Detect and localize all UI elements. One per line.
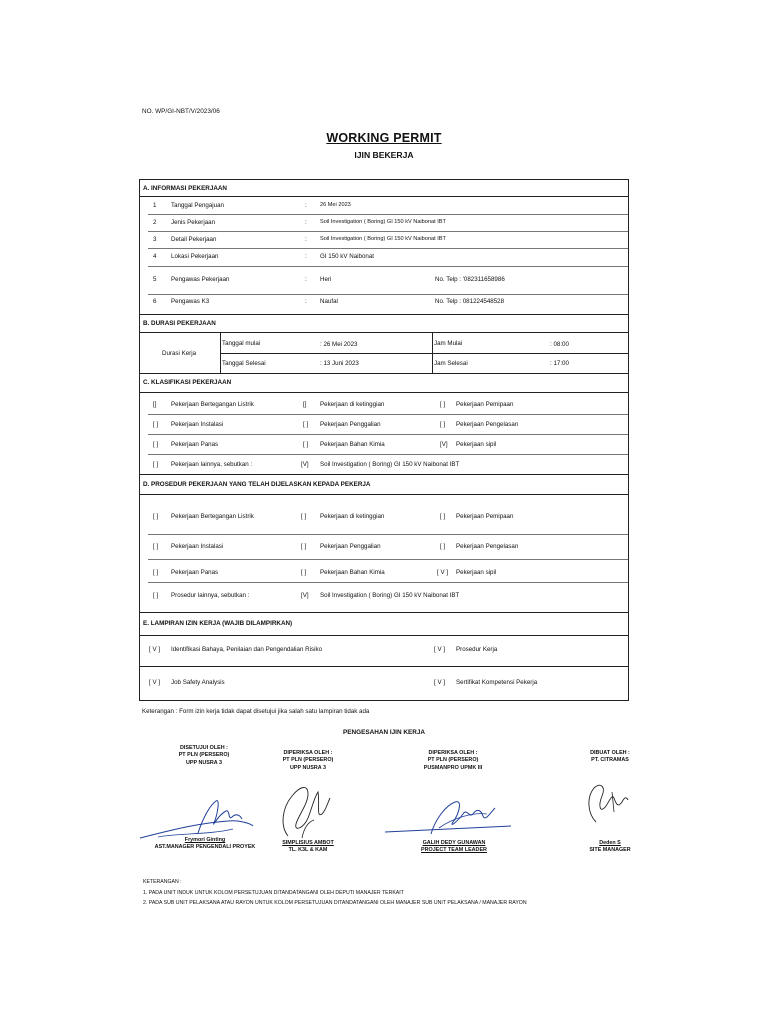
attachment-label: Job Safety Analysis (171, 679, 225, 686)
divider (148, 214, 628, 215)
option-label: Pekerjaan Instalasi (171, 421, 224, 428)
option-label: Pekerjaan sipil (456, 441, 497, 448)
section-e-heading: E. LAMPIRAN IZIN KERJA (WAJIB DILAMPIRKAN) (140, 612, 628, 636)
end-time-label: Jam Selesai (434, 360, 468, 367)
divider (148, 231, 628, 232)
row-value: Soil Investigation ( Boring) GI 150 kV Naibonat IBT (320, 236, 446, 242)
checkbox: [ ] (153, 421, 159, 428)
checkbox: [ ] (303, 441, 309, 448)
start-time-label: Jam Mulai (434, 340, 463, 347)
checkbox: [ ] (153, 461, 159, 468)
checker-1-header (268, 750, 348, 772)
option-label: Pekerjaan Bahan Kimia (320, 569, 385, 576)
start-time-value: : 08:00 (550, 341, 569, 348)
end-time-value: : 17:00 (550, 360, 569, 367)
divider (148, 454, 628, 455)
signer-title: TL. K3L & KAM (288, 847, 328, 854)
checkbox: [V] (301, 461, 309, 468)
row-separator: : (305, 276, 307, 283)
signer-org: PT PLN (PERSERO) (427, 757, 479, 764)
signer-org: PT PLN (PERSERO) (178, 752, 230, 759)
checkbox: [ ] (301, 569, 307, 576)
checkbox: [V] (301, 592, 309, 599)
row-number: 5 (153, 276, 157, 283)
row-label: Detail Pekerjaan (171, 236, 217, 243)
option-label: Pekerjaan Bahan Kimia (320, 441, 385, 448)
option-label: Pekerjaan Panas (171, 441, 219, 448)
signer-name: Frymori Ginting (184, 837, 226, 843)
divider (148, 414, 628, 415)
document-number: NO. WP/GI-NBT/V/2023/06 (142, 108, 220, 115)
checker-2-signature-block (404, 840, 504, 855)
document-title: WORKING PERMIT (326, 131, 442, 145)
attachment-label: Identifikasi Bahaya, Penilaian dan Pengendalian Risiko (171, 646, 323, 653)
checkbox: [] (303, 401, 307, 408)
signer-org: PT. CITRAMAS (591, 757, 629, 764)
form-note: Keterangan : Form izin kerja tidak dapat disetujui jika salah satu lampiran tidak ada (142, 708, 370, 715)
checkbox: [ V ] (149, 679, 161, 686)
option-label: Pekerjaan Bertegangan Listrik (171, 401, 254, 408)
divider (148, 582, 628, 583)
signature-3-image (383, 792, 515, 842)
row-number: 2 (153, 219, 157, 226)
section-a-heading: A. INFORMASI PEKERJAAN (140, 180, 628, 197)
permit-form (139, 179, 629, 701)
note-item: 2. PADA SUB UNIT PELAKSANA ATAU RAYON UNTUK KOLOM PERSETUJUAN DITANDATANGANI OLEH MANAJER SUB UNIT PELAKSANA / MANAJER RAYON (143, 900, 527, 907)
row-separator: : (305, 298, 307, 305)
end-date-label: Tanggal Selesai (222, 360, 266, 367)
signer-unit: PUSMANPRO UPMK III (423, 764, 483, 771)
checkbox: [ ] (301, 543, 307, 550)
start-date-label: Tanggal mulai (222, 340, 261, 347)
row-number: 3 (153, 236, 157, 243)
divider (148, 559, 628, 560)
signer-title: SITE MANAGER (589, 847, 631, 854)
signer-name: SIMPLISIUS AMBOT (282, 840, 334, 846)
row-label: Pengawas Pekerjaan (171, 276, 230, 283)
signature-2-image (278, 778, 338, 844)
row-label: Pengawas K3 (171, 298, 210, 305)
attachment-label: Prosedur Kerja (456, 646, 498, 653)
signer-title: PROJECT TEAM LEADER (421, 847, 487, 854)
signer-unit: UPP NUSRA 3 (290, 764, 326, 771)
divider (148, 266, 628, 267)
section-b-heading: B. DURASI PEKERJAAN (140, 314, 628, 333)
row-number: 4 (153, 253, 157, 260)
signature-4-image (582, 778, 632, 828)
checkbox: [ ] (153, 569, 159, 576)
divider (148, 534, 628, 535)
row-value: Heri (320, 276, 332, 283)
divider (148, 294, 628, 295)
checkbox: [ ] (440, 401, 446, 408)
option-label: Pekerjaan sipil (456, 569, 497, 576)
row-number: 6 (153, 298, 157, 305)
checker-2-header (405, 750, 501, 772)
section-d-heading: D. PROSEDUR PEKERJAAN YANG TELAH DIJELASKAN KEPADA PEKERJA (140, 474, 628, 495)
option-label: Pekerjaan Pemipaan (456, 401, 514, 408)
checkbox: [ ] (153, 592, 159, 599)
note-item: 1. PADA UNIT INDUK UNTUK KOLOM PERSETUJUAN DITANDATANGANI OLEH DEPUTI MANAJER TERKAIT (143, 889, 404, 896)
phone-number: No. Telp : '082311658986 (435, 276, 505, 283)
checkbox: [ V ] (149, 646, 161, 653)
checker-1-signature-block (262, 840, 354, 855)
notes-heading: KETERANGAN : (143, 879, 182, 885)
option-label: Soil Investigation ( Boring) GI 150 kV Naibonat IBT (320, 592, 460, 599)
checkbox: [ ] (440, 513, 446, 520)
row-label: Jenis Pekerjaan (171, 219, 216, 226)
row-separator: : (305, 219, 307, 226)
checkbox: [ V ] (434, 679, 446, 686)
end-date-value: : 13 Juni 2023 (320, 360, 359, 367)
signer-name: Deden S (599, 840, 621, 846)
row-value: 26 Mei 2023 (320, 202, 351, 208)
row-separator: : (305, 236, 307, 243)
option-label: Pekerjaan Bertegangan Listrik (171, 513, 254, 520)
section-c-heading: C. KLASIFIKASI PEKERJAAN (140, 373, 628, 393)
option-label: Pekerjaan Pengelasan (456, 421, 519, 428)
option-label: Pekerjaan Pengelasan (456, 543, 519, 550)
checkbox: [ ] (153, 513, 159, 520)
checkbox: [ ] (153, 441, 159, 448)
option-label: Pekerjaan lainnya, sebutkan : (171, 461, 253, 468)
option-label: Pekerjaan Penggalian (320, 421, 381, 428)
signer-role: DISETUJUI OLEH : (180, 745, 228, 751)
phone-number: No. Telp : 081224548528 (435, 298, 505, 305)
document-subtitle: IJIN BEKERJA (354, 150, 414, 160)
divider (148, 434, 628, 435)
row-value: Naufal (320, 298, 338, 305)
option-label: Pekerjaan Penggalian (320, 543, 381, 550)
row-value: Soil Investigation ( Boring) GI 150 kV Naibonat IBT (320, 219, 446, 225)
checkbox: [] (153, 401, 157, 408)
signer-role: DIBUAT OLEH : (590, 750, 630, 756)
divider (220, 353, 628, 354)
signer-role: DIPERIKSA OLEH : (283, 750, 333, 756)
option-label: Soil Investigation ( Boring) GI 150 kV Naibonat IBT (320, 461, 460, 468)
notes-block (143, 877, 527, 909)
row-value: GI 150 kV Naibonat (320, 253, 375, 260)
option-label: Pekerjaan di ketinggian (320, 513, 385, 520)
attachment-label: Sertifikat Kompetensi Pekerja (456, 679, 538, 686)
signer-title: AST.MANAGER PENGENDALI PROYEK (154, 844, 256, 851)
checkbox: [ V ] (437, 569, 449, 576)
approver-1-signature-block (140, 837, 270, 852)
signer-unit: UPP NUSRA 3 (186, 759, 222, 766)
approver-1-header (164, 745, 244, 767)
option-label: Pekerjaan Instalasi (171, 543, 224, 550)
checkbox: [ ] (303, 421, 309, 428)
row-label: Lokasi Pekerjaan (171, 253, 219, 260)
duration-label: Durasi Kerja (162, 350, 197, 357)
option-label: Prosedur lainnya, sebutkan : (171, 592, 250, 599)
creator-signature-block (574, 840, 646, 855)
row-separator: : (305, 202, 307, 209)
signer-name: GALIH DEDY GUNAWAN (422, 840, 486, 846)
row-label: Tanggal Pengajuan (171, 202, 224, 209)
row-separator: : (305, 253, 307, 260)
divider (148, 248, 628, 249)
checkbox: [V] (440, 441, 448, 448)
start-date-value: : 26 Mei 2023 (320, 341, 358, 348)
row-number: 1 (153, 202, 157, 209)
checkbox: [ ] (440, 421, 446, 428)
checkbox: [ ] (301, 513, 307, 520)
signer-org: PT PLN (PERSERO) (282, 757, 334, 764)
option-label: Pekerjaan Panas (171, 569, 219, 576)
creator-header (580, 750, 640, 765)
checkbox: [ ] (153, 543, 159, 550)
divider (140, 666, 628, 667)
signature-1-image (138, 793, 258, 843)
checkbox: [ ] (440, 543, 446, 550)
option-label: Pekerjaan di ketinggian (320, 401, 385, 408)
option-label: Pekerjaan Pemipaan (456, 513, 514, 520)
signer-role: DIPERIKSA OLEH : (428, 750, 478, 756)
checkbox: [ V ] (434, 646, 446, 653)
approval-title: PENGESAHAN IJIN KERJA (342, 729, 426, 736)
